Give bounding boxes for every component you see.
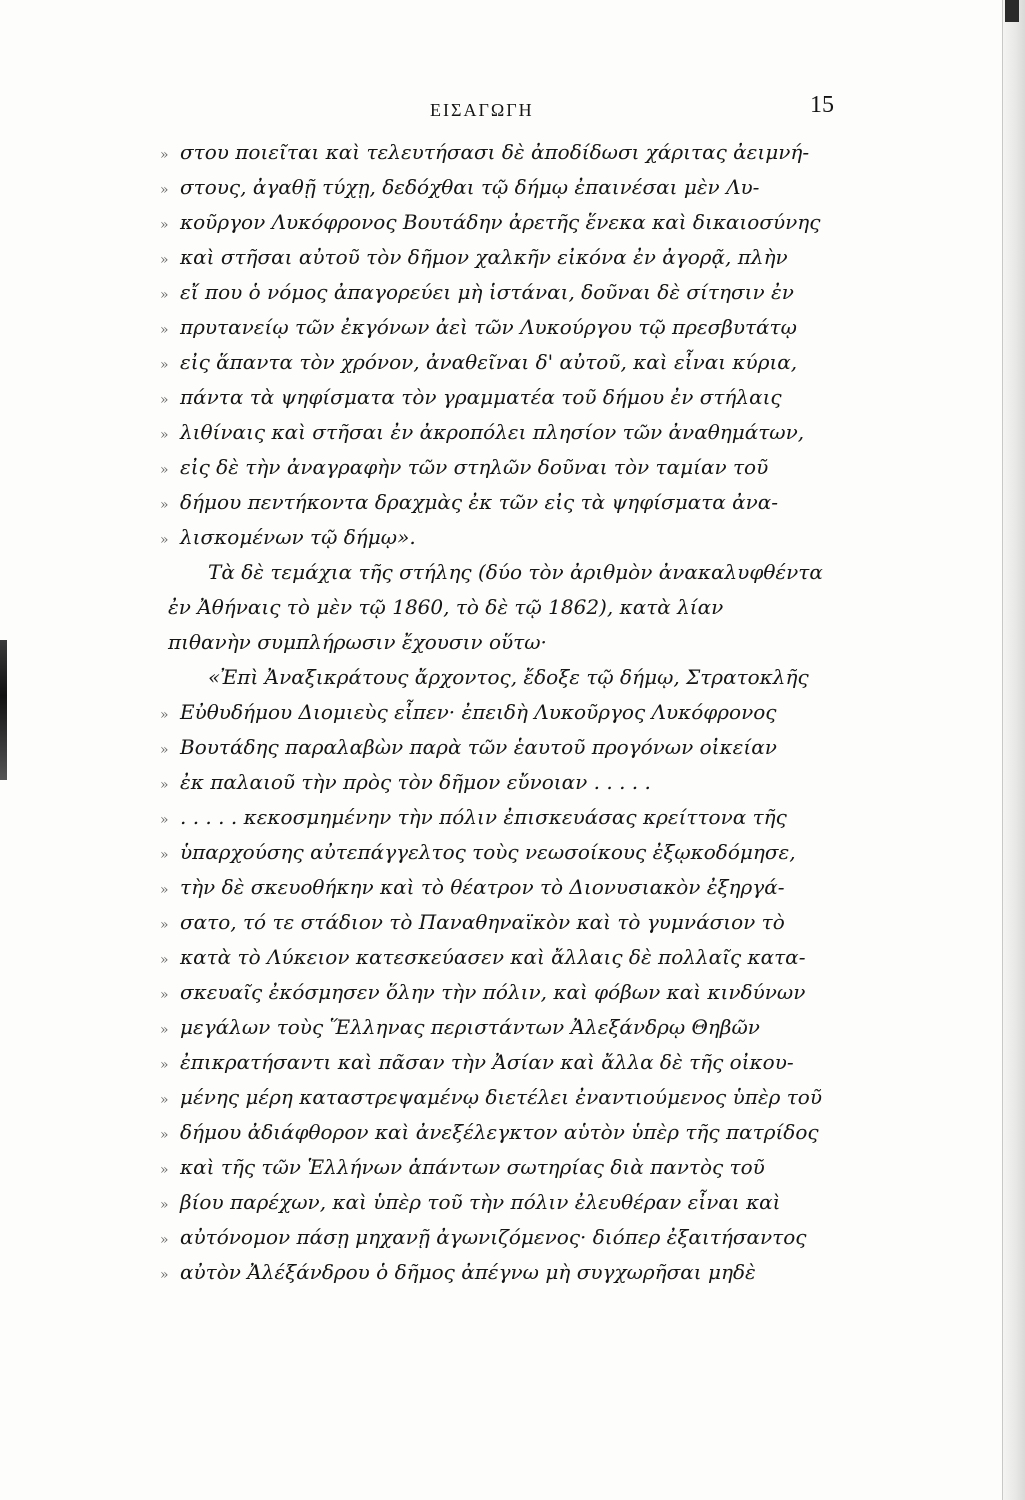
line-text: καὶ τῆς τῶν Ἑλλήνων ἁπάντων σωτηρίας διὰ παντὸς τοῦ xyxy=(180,1155,765,1179)
line-text: κατὰ τὸ Λύκειον κατεσκεύασεν καὶ ἄλλαις δὲ πολλαῖς κατα- xyxy=(180,945,806,969)
text-line xyxy=(160,870,880,905)
text-line xyxy=(160,625,880,660)
line-text: καὶ στῆσαι αὐτοῦ τὸν δῆμον χαλκῆν εἰκόνα ἐν ἀγορᾷ, πλὴν xyxy=(180,245,788,269)
text-line xyxy=(160,240,880,275)
text-line xyxy=(160,555,880,590)
line-text: λιθίναις καὶ στῆσαι ἐν ἀκροπόλει πλησίον τῶν ἀναθημάτων, xyxy=(180,420,805,444)
text-line xyxy=(160,345,880,380)
line-text: πιθανὴν συμπλήρωσιν ἔχουσιν οὕτω· xyxy=(168,630,547,654)
line-text: Εὐθυδήμου Διομιεὺς εἶπεν· ἐπειδὴ Λυκοῦργος Λυκόφρονος xyxy=(180,700,777,724)
line-text: ἐν Ἀθήναις τὸ μὲν τῷ 1860, τὸ δὲ τῷ 1862), κατὰ λίαν xyxy=(168,595,724,619)
text-line xyxy=(160,835,880,870)
continuation-quote-mark: » xyxy=(160,1092,169,1108)
line-text: βίου παρέχων, καὶ ὑπὲρ τοῦ τὴν πόλιν ἐλευθέραν εἶναι καὶ xyxy=(180,1190,781,1214)
continuation-quote-mark: » xyxy=(160,532,169,548)
body-text xyxy=(160,135,880,1290)
line-text: σκευαῖς ἐκόσμησεν ὅλην τὴν πόλιν, καὶ φόβων καὶ κινδύνων xyxy=(180,980,806,1004)
text-line xyxy=(160,765,880,800)
running-title: ΕΙΣΑΓΩΓΗ xyxy=(430,100,534,120)
continuation-quote-mark: » xyxy=(160,322,169,338)
text-line xyxy=(160,1255,880,1290)
continuation-quote-mark: » xyxy=(160,497,169,513)
continuation-quote-mark: » xyxy=(160,1057,169,1073)
text-line xyxy=(160,1150,880,1185)
continuation-quote-mark: » xyxy=(160,182,169,198)
text-line xyxy=(160,905,880,940)
text-line xyxy=(160,940,880,975)
text-line xyxy=(160,695,880,730)
text-line xyxy=(160,380,880,415)
text-line xyxy=(160,520,880,555)
text-line xyxy=(160,1220,880,1255)
line-text: κοῦργον Λυκόφρονος Βουτάδην ἀρετῆς ἕνεκα καὶ δικαιοσύνης xyxy=(180,210,821,234)
continuation-quote-mark: » xyxy=(160,987,169,1003)
line-text: ἐπικρατήσαντι καὶ πᾶσαν τὴν Ἀσίαν καὶ ἄλλα δὲ τῆς οἰκου- xyxy=(180,1050,794,1074)
line-text: ὑπαρχούσης αὐτεπάγγελτος τοὺς νεωσοίκους ἐξῳκοδόμησε, xyxy=(180,840,796,864)
line-text: δήμου ἀδιάφθορον καὶ ἀνεξέλεγκτον αὑτὸν ὑπὲρ τῆς πατρίδος xyxy=(180,1120,819,1144)
continuation-quote-mark: » xyxy=(160,777,169,793)
text-line xyxy=(160,415,880,450)
text-line xyxy=(160,205,880,240)
line-text: εἰς ἅπαντα τὸν χρόνον, ἀναθεῖναι δ' αὐτοῦ, καὶ εἶναι κύρια, xyxy=(180,350,798,374)
page-header xyxy=(0,92,1025,130)
line-text: πρυτανείῳ τῶν ἐκγόνων ἀεὶ τῶν Λυκούργου τῷ πρεσβυτάτῳ xyxy=(180,315,797,339)
continuation-quote-mark: » xyxy=(160,217,169,233)
continuation-quote-mark: » xyxy=(160,1022,169,1038)
text-line xyxy=(160,1115,880,1150)
text-line xyxy=(160,135,880,170)
line-text: «Ἐπὶ Ἀναξικράτους ἄρχοντος, ἔδοξε τῷ δήμῳ, Στρατοκλῆς xyxy=(208,665,809,689)
line-text: αὐτὸν Ἀλέξάνδρου ὁ δῆμος ἀπέγνω μὴ συγχωρῆσαι μηδὲ xyxy=(180,1260,756,1284)
text-line xyxy=(160,730,880,765)
text-line xyxy=(160,485,880,520)
continuation-quote-mark: » xyxy=(160,847,169,863)
continuation-quote-mark: » xyxy=(160,917,169,933)
text-line xyxy=(160,310,880,345)
continuation-quote-mark: » xyxy=(160,1232,169,1248)
continuation-quote-mark: » xyxy=(160,287,169,303)
text-line xyxy=(160,1080,880,1115)
continuation-quote-mark: » xyxy=(160,147,169,163)
line-text: λισκομένων τῷ δήμῳ». xyxy=(180,525,416,549)
continuation-quote-mark: » xyxy=(160,1197,169,1213)
line-text: ἐκ παλαιοῦ τὴν πρὸς τὸν δῆμον εὔνοιαν . . . . . xyxy=(180,770,651,794)
continuation-quote-mark: » xyxy=(160,1127,169,1143)
text-line xyxy=(160,1010,880,1045)
text-line xyxy=(160,590,880,625)
line-text: Τὰ δὲ τεμάχια τῆς στήλης (δύο τὸν ἀριθμὸν ἀνακαλυφθέντα xyxy=(208,560,823,584)
continuation-quote-mark: » xyxy=(160,357,169,373)
continuation-quote-mark: » xyxy=(160,707,169,723)
line-text: Βουτάδης παραλαβὼν παρὰ τῶν ἑαυτοῦ προγόνων οἰκείαν xyxy=(180,735,777,759)
continuation-quote-mark: » xyxy=(160,952,169,968)
continuation-quote-mark: » xyxy=(160,427,169,443)
text-line xyxy=(160,450,880,485)
text-line xyxy=(160,1185,880,1220)
text-line xyxy=(160,975,880,1010)
line-text: στου ποιεῖται καὶ τελευτήσασι δὲ ἀποδίδωσι χάριτας ἀειμνή- xyxy=(180,140,810,164)
scan-corner-mark xyxy=(1005,0,1019,22)
text-line xyxy=(160,275,880,310)
text-line xyxy=(160,170,880,205)
page-number: 15 xyxy=(810,92,834,118)
line-text: εἴ που ὁ νόμος ἀπαγορεύει μὴ ἱστάναι, δοῦναι δὲ σίτησιν ἐν xyxy=(180,280,794,304)
continuation-quote-mark: » xyxy=(160,1162,169,1178)
line-text: σατο, τό τε στάδιον τὸ Παναθηναϊκὸν καὶ τὸ γυμνάσιον τὸ xyxy=(180,910,785,934)
continuation-quote-mark: » xyxy=(160,1267,169,1283)
continuation-quote-mark: » xyxy=(160,462,169,478)
line-text: αὐτόνομον πάσῃ μηχανῇ ἀγωνιζόμενος· διόπερ ἐξαιτήσαντος xyxy=(180,1225,807,1249)
text-line xyxy=(160,1045,880,1080)
line-text: μεγάλων τοὺς Ἕλληνας περιστάντων Ἀλεξάνδρῳ Θηβῶν xyxy=(180,1015,760,1039)
line-text: τὴν δὲ σκευοθήκην καὶ τὸ θέατρον τὸ Διονυσιακὸν ἐξηργά- xyxy=(180,875,785,899)
continuation-quote-mark: » xyxy=(160,392,169,408)
line-text: μένης μέρη καταστρεψαμένῳ διετέλει ἐναντιούμενος ὑπὲρ τοῦ xyxy=(180,1085,822,1109)
line-text: πάντα τὰ ψηφίσματα τὸν γραμματέα τοῦ δήμου ἐν στήλαις xyxy=(180,385,782,409)
line-text: στους, ἀγαθῇ τύχῃ, δεδόχθαι τῷ δήμῳ ἐπαινέσαι μὲν Λυ- xyxy=(180,175,760,199)
line-text: εἰς δὲ τὴν ἀναγραφὴν τῶν στηλῶν δοῦναι τὸν ταμίαν τοῦ xyxy=(180,455,769,479)
page-edge-shadow xyxy=(1002,0,1025,1500)
continuation-quote-mark: » xyxy=(160,882,169,898)
continuation-quote-mark: » xyxy=(160,742,169,758)
continuation-quote-mark: » xyxy=(160,812,169,828)
line-text: δήμου πεντήκοντα δραχμὰς ἐκ τῶν εἰς τὰ ψηφίσματα ἀνα- xyxy=(180,490,779,514)
text-line xyxy=(160,800,880,835)
continuation-quote-mark: » xyxy=(160,252,169,268)
line-text: . . . . . κεκοσμημένην τὴν πόλιν ἐπισκευάσας κρείττονα τῆς xyxy=(180,805,787,829)
binding-smudge xyxy=(0,640,7,780)
text-line xyxy=(160,660,880,695)
